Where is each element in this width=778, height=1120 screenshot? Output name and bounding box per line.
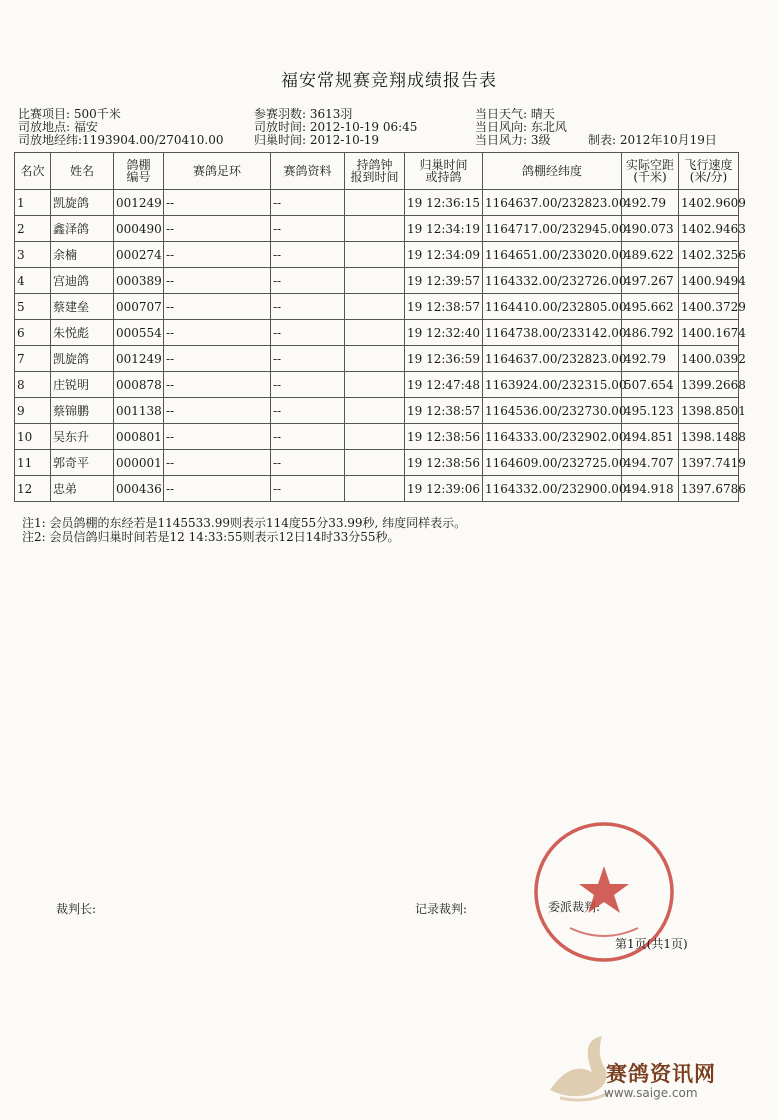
cell-clock xyxy=(345,242,405,268)
cell-info: -- xyxy=(271,320,345,346)
watermark-name: 赛鸽资讯网 xyxy=(606,1062,716,1086)
cell-loft: 001249 xyxy=(114,190,164,216)
cell-rank: 3 xyxy=(15,242,51,268)
table-row xyxy=(15,398,739,424)
header-clock: 持鸽钟 报到时间 xyxy=(345,153,405,190)
cell-loft: 000707 xyxy=(114,294,164,320)
cell-ring: -- xyxy=(164,242,271,268)
cell-ring: -- xyxy=(164,190,271,216)
cell-clock xyxy=(345,216,405,242)
header-return: 归巢时间 或持鸽 xyxy=(405,153,483,190)
cell-name: 凯旋鸽 xyxy=(51,190,114,216)
cell-loft: 000554 xyxy=(114,320,164,346)
cell-rank: 7 xyxy=(15,346,51,372)
note-1: 注1: 会员鸽棚的东经若是1145533.99则表示114度55分33.99秒, 纬度同样表示。 xyxy=(22,516,467,530)
cell-name: 忠弟 xyxy=(51,476,114,502)
cell-loft: 000878 xyxy=(114,372,164,398)
cell-clock xyxy=(345,450,405,476)
watermark-url: www.saige.com xyxy=(604,1086,698,1100)
header-name: 姓名 xyxy=(51,153,114,190)
info-entries: 参赛羽数: 3613羽 xyxy=(254,107,353,121)
cell-return: 19 12:47:48 xyxy=(405,372,483,398)
cell-return: 19 12:34:09 xyxy=(405,242,483,268)
cell-info: -- xyxy=(271,190,345,216)
cell-distance: 507.654 xyxy=(622,372,679,398)
cell-return: 19 12:39:06 xyxy=(405,476,483,502)
report-title: 福安常规赛竞翔成绩报告表 xyxy=(281,71,497,91)
cell-ring: -- xyxy=(164,346,271,372)
header-speed: 飞行速度 (米/分) xyxy=(679,153,739,190)
cell-coords: 1164637.00/232823.00 xyxy=(483,346,622,372)
cell-clock xyxy=(345,268,405,294)
cell-ring: -- xyxy=(164,450,271,476)
cell-return: 19 12:38:57 xyxy=(405,398,483,424)
cell-info: -- xyxy=(271,476,345,502)
cell-ring: -- xyxy=(164,372,271,398)
table-row xyxy=(15,216,739,242)
cell-return: 19 12:38:56 xyxy=(405,450,483,476)
cell-speed: 1398.8501 xyxy=(679,398,739,424)
note-2: 注2: 会员信鸽归巢时间若是12 14:33:55则表示12日14时33分55秒。 xyxy=(22,530,400,544)
header-loft-no: 鸽棚 编号 xyxy=(114,153,164,190)
cell-coords: 1164609.00/232725.00 xyxy=(483,450,622,476)
cell-name: 吴东升 xyxy=(51,424,114,450)
cell-return: 19 12:38:56 xyxy=(405,424,483,450)
cell-distance: 486.792 xyxy=(622,320,679,346)
cell-return: 19 12:36:59 xyxy=(405,346,483,372)
cell-ring: -- xyxy=(164,398,271,424)
cell-loft: 001138 xyxy=(114,398,164,424)
header-rank: 名次 xyxy=(15,153,51,190)
cell-loft: 000001 xyxy=(114,450,164,476)
cell-coords: 1163924.00/232315.00 xyxy=(483,372,622,398)
cell-clock xyxy=(345,294,405,320)
signature-referee-chief: 裁判长: xyxy=(56,902,97,916)
cell-clock xyxy=(345,346,405,372)
cell-ring: -- xyxy=(164,268,271,294)
signature-appointed: 委派裁判: xyxy=(548,900,601,914)
cell-coords: 1164717.00/232945.00 xyxy=(483,216,622,242)
table-row xyxy=(15,450,739,476)
cell-name: 宫迪鸽 xyxy=(51,268,114,294)
cell-clock xyxy=(345,372,405,398)
cell-distance: 494.918 xyxy=(622,476,679,502)
cell-loft: 000389 xyxy=(114,268,164,294)
header-ring: 赛鸽足环 xyxy=(164,153,271,190)
cell-speed: 1402.3256 xyxy=(679,242,739,268)
info-weather: 当日天气: 晴天 xyxy=(475,107,555,121)
cell-rank: 4 xyxy=(15,268,51,294)
info-release-coords: 司放地经纬:1193904.00/270410.00 xyxy=(18,133,224,147)
header-distance: 实际空距 (千米) xyxy=(622,153,679,190)
header-coords: 鸽棚经纬度 xyxy=(483,153,622,190)
cell-info: -- xyxy=(271,346,345,372)
cell-coords: 1164637.00/232823.00 xyxy=(483,190,622,216)
table-row xyxy=(15,268,739,294)
table-row xyxy=(15,424,739,450)
table-row xyxy=(15,346,739,372)
cell-return: 19 12:36:15 xyxy=(405,190,483,216)
cell-ring: -- xyxy=(164,294,271,320)
cell-ring: -- xyxy=(164,320,271,346)
cell-clock xyxy=(345,398,405,424)
cell-rank: 11 xyxy=(15,450,51,476)
table-row xyxy=(15,372,739,398)
cell-coords: 1164332.00/232726.00 xyxy=(483,268,622,294)
cell-rank: 12 xyxy=(15,476,51,502)
cell-name: 余楠 xyxy=(51,242,114,268)
cell-name: 郭奇平 xyxy=(51,450,114,476)
cell-return: 19 12:39:57 xyxy=(405,268,483,294)
table-row xyxy=(15,294,739,320)
cell-loft: 001249 xyxy=(114,346,164,372)
cell-return: 19 12:38:57 xyxy=(405,294,483,320)
info-return-time: 归巢时间: 2012-10-19 xyxy=(254,133,380,147)
info-event: 比赛项目: 500千米 xyxy=(18,107,121,121)
cell-clock xyxy=(345,424,405,450)
table-row xyxy=(15,190,739,216)
table-row xyxy=(15,476,739,502)
cell-return: 19 12:34:19 xyxy=(405,216,483,242)
cell-ring: -- xyxy=(164,476,271,502)
cell-rank: 1 xyxy=(15,190,51,216)
cell-loft: 000274 xyxy=(114,242,164,268)
cell-distance: 495.662 xyxy=(622,294,679,320)
cell-coords: 1164410.00/232805.00 xyxy=(483,294,622,320)
cell-ring: -- xyxy=(164,424,271,450)
info-release-place: 司放地点: 福安 xyxy=(18,120,98,134)
info-wind-dir: 当日风向: 东北风 xyxy=(475,120,567,134)
cell-distance: 494.851 xyxy=(622,424,679,450)
cell-coords: 1164536.00/232730.00 xyxy=(483,398,622,424)
cell-info: -- xyxy=(271,216,345,242)
cell-rank: 9 xyxy=(15,398,51,424)
cell-distance: 492.79 xyxy=(622,346,679,372)
cell-info: -- xyxy=(271,242,345,268)
cell-loft: 000490 xyxy=(114,216,164,242)
cell-name: 蔡建垒 xyxy=(51,294,114,320)
cell-coords: 1164738.00/233142.00 xyxy=(483,320,622,346)
cell-name: 庄锐明 xyxy=(51,372,114,398)
cell-rank: 8 xyxy=(15,372,51,398)
cell-ring: -- xyxy=(164,216,271,242)
cell-info: -- xyxy=(271,294,345,320)
cell-name: 凯旋鸽 xyxy=(51,346,114,372)
info-made-date: 制表: 2012年10月19日 xyxy=(588,133,717,147)
header-info: 赛鸽资料 xyxy=(271,153,345,190)
cell-coords: 1164651.00/233020.00 xyxy=(483,242,622,268)
signature-recorder: 记录裁判: xyxy=(415,902,468,916)
cell-info: -- xyxy=(271,372,345,398)
cell-distance: 495.123 xyxy=(622,398,679,424)
cell-speed: 1402.9609 xyxy=(679,190,739,216)
cell-distance: 489.622 xyxy=(622,242,679,268)
cell-clock xyxy=(345,190,405,216)
cell-name: 鑫泽鸽 xyxy=(51,216,114,242)
cell-loft: 000801 xyxy=(114,424,164,450)
cell-speed: 1397.6786 xyxy=(679,476,739,502)
cell-coords: 1164332.00/232900.00 xyxy=(483,476,622,502)
cell-clock xyxy=(345,476,405,502)
cell-speed: 1400.0392 xyxy=(679,346,739,372)
cell-name: 蔡锦鹏 xyxy=(51,398,114,424)
cell-info: -- xyxy=(271,398,345,424)
cell-info: -- xyxy=(271,450,345,476)
cell-info: -- xyxy=(271,424,345,450)
info-wind-force: 当日风力: 3级 xyxy=(475,133,551,147)
table-row xyxy=(15,242,739,268)
cell-speed: 1400.3729 xyxy=(679,294,739,320)
cell-return: 19 12:32:40 xyxy=(405,320,483,346)
cell-loft: 000436 xyxy=(114,476,164,502)
cell-speed: 1398.1488 xyxy=(679,424,739,450)
cell-speed: 1399.2668 xyxy=(679,372,739,398)
info-release-time: 司放时间: 2012-10-19 06:45 xyxy=(254,120,418,134)
cell-info: -- xyxy=(271,268,345,294)
table-row xyxy=(15,320,739,346)
cell-distance: 492.79 xyxy=(622,190,679,216)
cell-rank: 2 xyxy=(15,216,51,242)
page-number: 第1页(共1页) xyxy=(615,937,688,951)
cell-coords: 1164333.00/232902.00 xyxy=(483,424,622,450)
cell-speed: 1400.9494 xyxy=(679,268,739,294)
table-header-row xyxy=(15,153,739,190)
cell-speed: 1397.7419 xyxy=(679,450,739,476)
cell-name: 朱悦彪 xyxy=(51,320,114,346)
cell-distance: 494.707 xyxy=(622,450,679,476)
cell-rank: 10 xyxy=(15,424,51,450)
cell-speed: 1402.9463 xyxy=(679,216,739,242)
results-table xyxy=(14,152,746,502)
cell-rank: 6 xyxy=(15,320,51,346)
cell-speed: 1400.1674 xyxy=(679,320,739,346)
cell-clock xyxy=(345,320,405,346)
cell-distance: 490.073 xyxy=(622,216,679,242)
cell-rank: 5 xyxy=(15,294,51,320)
cell-distance: 497.267 xyxy=(622,268,679,294)
